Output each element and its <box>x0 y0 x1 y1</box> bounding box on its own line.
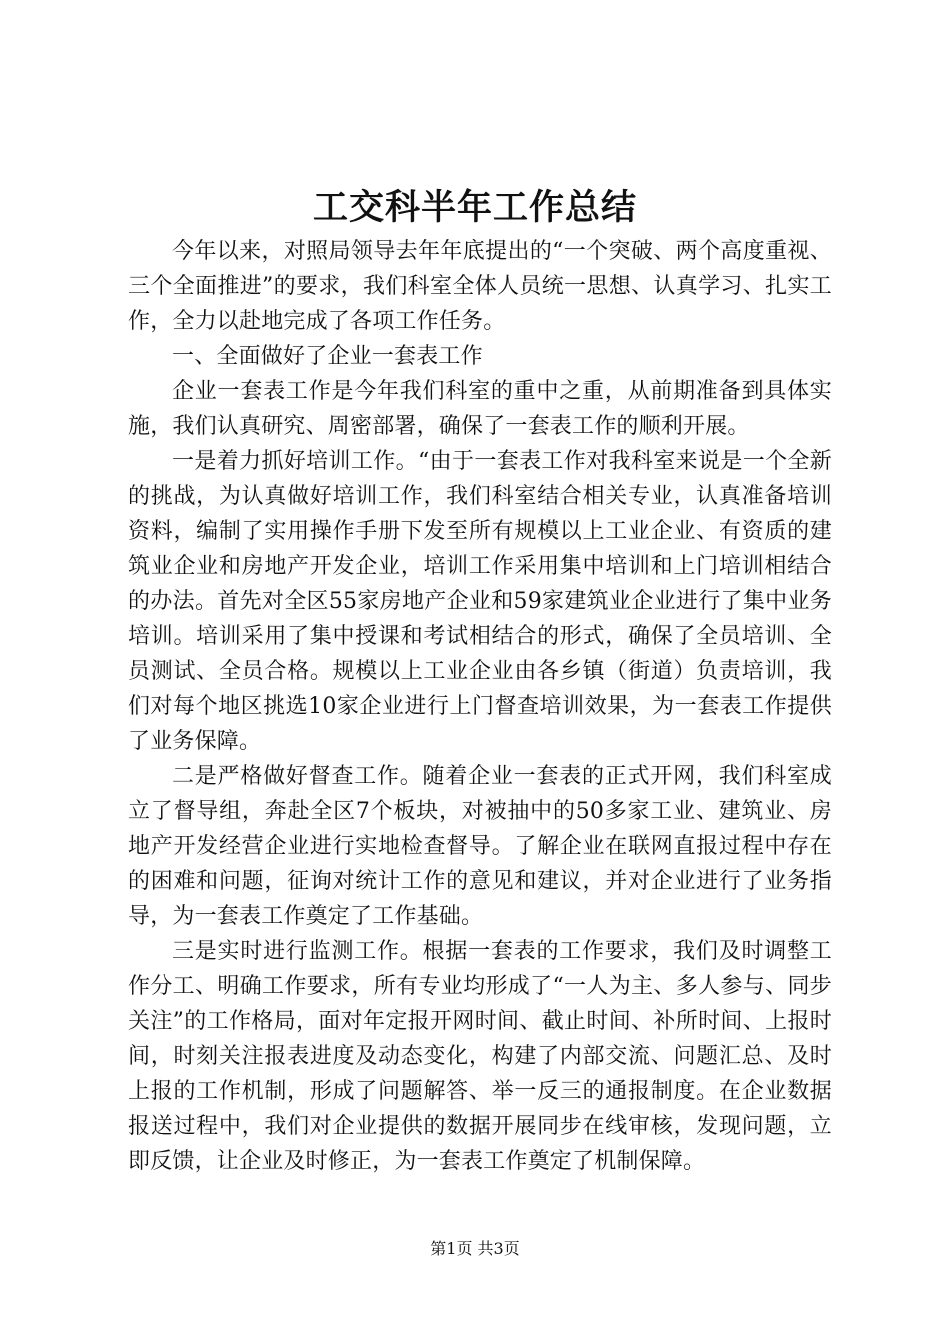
page-footer: 第1页 共3页 <box>430 1239 520 1258</box>
document-body <box>128 234 832 1179</box>
paragraph-monitoring: 三是实时进行监测工作。根据一套表的工作要求，我们及时调整工作分工、明确工作要求，所有专业均形成了“一人为主、多人参与、同步关注”的工作格局，面对年定报开网时间、截止时间、补所时间、上报时间，时刻关注报表进度及动态变化，构建了内部交流、问题汇总、及时上报的工作机制，形成了问题解答、举一反三的通报制度。在企业数据报送过程中，我们对企业提供的数据开展同步在线审核，发现问题，立即反馈，让企业及时修正，为一套表工作奠定了机制保障。 <box>128 939 832 1174</box>
paragraph-supervision: 二是严格做好督查工作。随着企业一套表的正式开网，我们科室成立了督导组，奔赴全区7个板块，对被抽中的50多家工业、建筑业、房地产开发经营企业进行实地检查督导。了解企业在联网直报过程中存在的困难和问题，征询对统计工作的意见和建议，并对企业进行了业务指导，为一套表工作奠定了工作基础。 <box>128 764 832 929</box>
paragraph-intro: 今年以来，对照局领导去年年底提出的“一个突破、两个高度重视、三个全面推进”的要求，我们科室全体人员统一思想、认真学习、扎实工作，全力以赴地完成了各项工作任务。 <box>128 239 832 334</box>
section-heading-1: 一、全面做好了企业一套表工作 <box>172 344 483 369</box>
document-title: 工交科半年工作总结 <box>312 187 637 228</box>
paragraph-training: 一是着力抓好培训工作。“由于一套表工作对我科室来说是一个全新的挑战，为认真做好培训工作，我们科室结合相关专业，认真准备培训资料，编制了实用操作手册下发至所有规模以上工业企业、有资质的建筑业企业和房地产开发企业，培训工作采用集中培训和上门培训相结合的办法。首先对全区55家房地产企业和59家建筑业企业进行了集中业务培训。培训采用了集中授课和考试相结合的形式，确保了全员培训、全员测试、全员合格。规模以上工业企业由各乡镇（街道）负责培训，我们对每个地区挑选10家企业进行上门督查培训效果，为一套表工作提供了业务保障。 <box>128 449 832 754</box>
paragraph-overview: 企业一套表工作是今年我们科室的重中之重，从前期准备到具体实施，我们认真研究、周密部署，确保了一套表工作的顺利开展。 <box>128 379 832 439</box>
